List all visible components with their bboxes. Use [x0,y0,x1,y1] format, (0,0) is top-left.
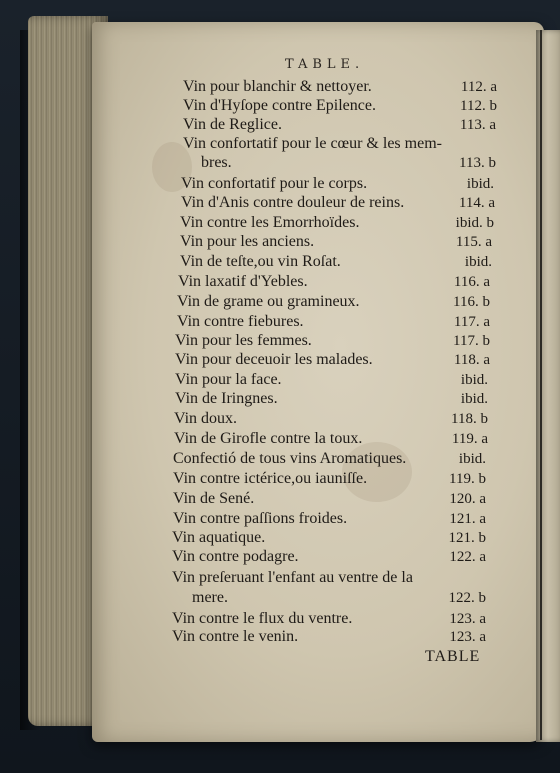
entry-text: Vin contre le venin. [172,628,299,645]
page-header: TABLE. [285,57,365,72]
entry-text: Vin pour blanchir & nettoyer. [183,78,372,95]
entry-text: Vin contre les Emorrhoïdes. [180,214,360,231]
entry-text: Vin contre le flux du ventre. [172,610,353,627]
toc-entry [0,449,560,469]
entry-text: Vin contre paſſions froides. [173,510,348,527]
entry-page: 117. a [453,314,490,330]
toc-entry [0,312,560,332]
toc-entry [0,568,560,588]
toc-entry [0,272,560,292]
toc-entry [0,528,560,548]
entry-text: Vin confortatif pour le cœur & les mem- [183,135,442,152]
entry-text: Vin laxatif d'Yebles. [178,273,308,290]
entry-text: Vin preſeruant l'enfant au ventre de la [172,569,413,586]
entry-page: ibid. [460,372,488,388]
toc-entry [0,509,560,529]
entry-text: Vin de Sené. [173,490,255,507]
entry-page: 117. b [453,333,490,349]
entry-page: 120. a [449,491,486,507]
toc-entry [0,409,560,429]
toc-entry [0,429,560,449]
entry-page: ibid. [458,451,486,467]
entry-text: Vin d'Anis contre douleur de reins. [181,194,405,211]
toc-entry [0,469,560,489]
entry-text: Confectió de tous vins Aromatiques. [173,450,407,467]
entry-page: ibid. [464,254,492,270]
entry-page: 123. a [449,611,486,627]
toc-entry [0,96,560,116]
entry-page: 112. b [460,98,497,114]
entry-page: ibid. [466,176,494,192]
toc-entry [0,350,560,370]
entry-page: 123. a [449,629,486,645]
entry-text: Vin doux. [174,410,238,427]
entry-page: 115. a [455,234,492,250]
entry-text: Vin contre fiebures. [177,313,304,330]
toc-entry [0,134,560,154]
toc-entry [0,252,560,272]
toc-entry [0,115,560,135]
toc-entry [0,331,560,351]
entry-page: 112. a [460,79,497,95]
entry-text: Vin pour les anciens. [180,233,315,250]
entry-text: Vin pour la face. [175,371,282,388]
entry-text: Vin aquatique. [172,529,266,546]
toc-entry [0,389,560,409]
entry-text: Vin d'Hyſope contre Epilence. [183,97,376,114]
entry-page: 121. b [448,530,486,546]
entry-text: Vin pour les femmes. [175,332,312,349]
entry-page: 119. a [451,431,488,447]
toc-entry [0,489,560,509]
toc-entry [0,627,560,647]
entry-page: 113. b [459,155,496,171]
entry-text: mere. [192,589,228,606]
catchword: TABLE [425,648,481,665]
entry-text: Vin confortatif pour le corps. [181,175,368,192]
entry-page: 113. a [459,117,496,133]
entry-text: Vin contre podagre. [172,548,299,565]
entry-page: 121. a [449,511,486,527]
entry-page: 118. b [451,411,488,427]
entry-page: 114. a [458,195,495,211]
toc-entry [0,193,560,213]
entry-page: 116. a [453,274,490,290]
toc-entry [0,547,560,567]
entry-text: Vin de Reglice. [183,116,283,133]
entry-text: bres. [201,154,232,171]
toc-entry [0,588,560,608]
toc-entry [0,213,560,233]
toc-entry [0,174,560,194]
entry-page: 118. a [453,352,490,368]
entry-page: ibid. [460,391,488,407]
entry-page: ibid. b [455,215,494,231]
entry-text: Vin contre ictérice,ou iauniſſe. [173,470,368,487]
entry-text: Vin de Iringnes. [175,390,278,407]
toc-entry [0,609,560,629]
entry-text: Vin de teſte,ou vin Roſat. [180,253,341,270]
toc-entry [0,153,560,173]
entry-text: Vin pour deceuoir les malades. [175,351,373,368]
entry-page: 122. a [449,549,486,565]
entry-text: Vin de grame ou gramineux. [177,293,360,310]
entry-page: 122. b [448,590,486,606]
entry-text: Vin de Girofle contre la toux. [174,430,363,447]
toc-entry [0,370,560,390]
toc-entry [0,232,560,252]
entry-page: 116. b [453,294,490,310]
toc-entry [0,77,560,97]
toc-entry [0,292,560,312]
entry-page: 119. b [449,471,486,487]
